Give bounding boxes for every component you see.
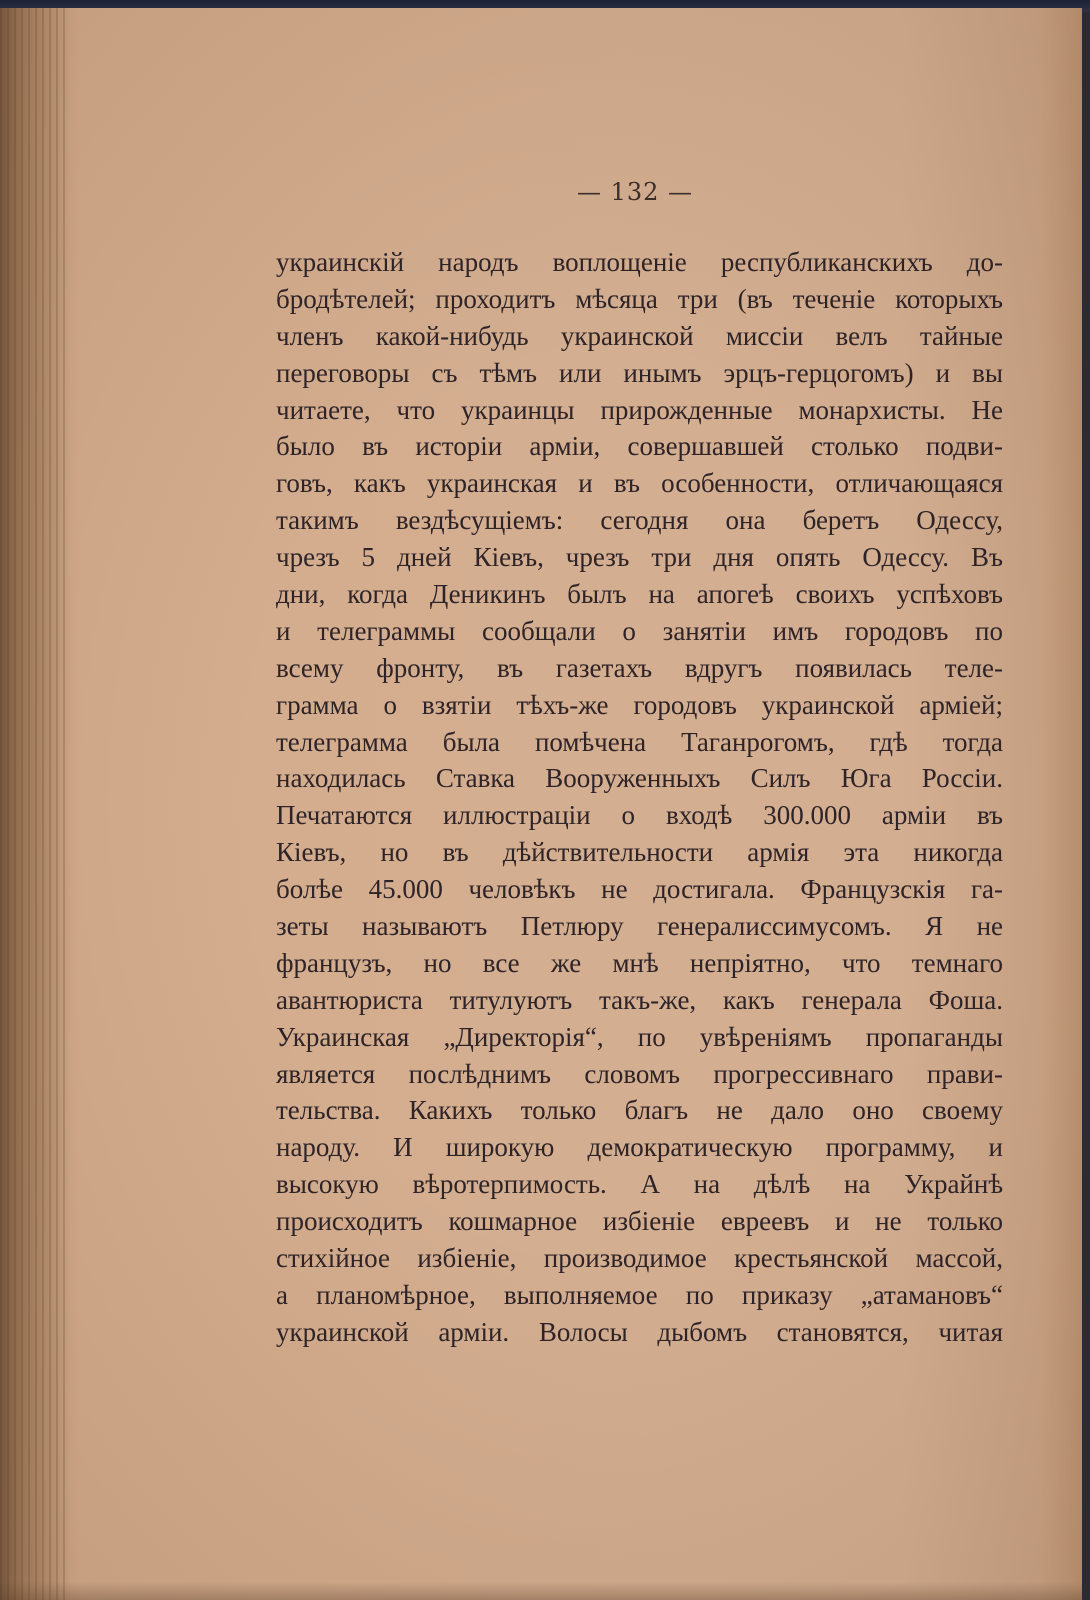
text-line: грамма о взятіи тѣхъ-же городовъ украинской арміей; bbox=[276, 689, 1003, 720]
text-line: стихійное избіеніе, производимое крестьянской массой, bbox=[276, 1243, 1003, 1274]
text-line: Кіевъ, но въ дѣйствительности армія эта никогда bbox=[276, 837, 1003, 868]
text-line: болѣе 45.000 человѣкъ не достигала. Французскія га- bbox=[276, 874, 1003, 905]
page-gutter-edge bbox=[0, 8, 70, 1600]
text-line: французъ, но все же мнѣ непріятно, что темнаго bbox=[276, 947, 1003, 978]
text-line: Печатаются иллюстраціи о входѣ 300.000 арміи въ bbox=[276, 800, 1003, 831]
text-line: было въ исторіи арміи, совершавшей столько подви- bbox=[276, 431, 1003, 462]
text-line: украинской арміи. Волосы дыбомъ становятся, читая bbox=[276, 1316, 1003, 1347]
text-line: всему фронту, въ газетахъ вдругъ появилась теле- bbox=[276, 652, 1003, 683]
text-line: чрезъ 5 дней Кіевъ, чрезъ три дня опять Одессу. Въ bbox=[276, 542, 1003, 573]
text-line: авантюриста титулуютъ такъ-же, какъ генерала Фоша. bbox=[276, 984, 1003, 1015]
text-line: является послѣднимъ словомъ прогрессивнаго прави- bbox=[276, 1058, 1003, 1089]
text-line: членъ какой-нибудь украинской миссіи велъ тайные bbox=[276, 320, 1003, 351]
text-line: и телеграммы сообщали о занятіи имъ городовъ по bbox=[276, 615, 1003, 646]
text-line: говъ, какъ украинская и въ особенности, отличающаяся bbox=[276, 468, 1003, 499]
text-line: дни, когда Деникинъ былъ на апогеѣ своихъ успѣховъ bbox=[276, 579, 1003, 610]
book-page bbox=[0, 8, 1082, 1600]
text-line: бродѣтелей; проходитъ мѣсяца три (въ теченіе которыхъ bbox=[276, 283, 1003, 314]
text-line: такимъ вездѣсущіемъ: сегодня она беретъ Одессу, bbox=[276, 505, 1003, 536]
text-line: а планомѣрное, выполняемое по приказу „атамановъ“ bbox=[276, 1279, 1003, 1310]
page-bottom-edge bbox=[0, 1582, 1082, 1600]
text-line: телеграмма была помѣчена Таганрогомъ, гдѣ тогда bbox=[276, 726, 1003, 757]
text-line: зеты называютъ Петлюру генералиссимусомъ. Я не bbox=[276, 911, 1003, 942]
page-body-text bbox=[276, 244, 1003, 1351]
text-line: высокую вѣротерпимость. А на дѣлѣ на Украйнѣ bbox=[276, 1169, 1003, 1200]
text-line: переговоры съ тѣмъ или инымъ эрцъ-герцогомъ) и вы bbox=[276, 357, 1003, 388]
text-line: происходитъ кошмарное избіеніе евреевъ и не только bbox=[276, 1206, 1003, 1237]
text-line: тельства. Какихъ только благъ не дало оно своему bbox=[276, 1095, 1003, 1126]
text-line: Украинская „Директорія“, по увѣреніямъ пропаганды bbox=[276, 1021, 1003, 1052]
text-line: находилась Ставка Вооруженныхъ Силъ Юга Россіи. bbox=[276, 763, 1003, 794]
text-line: украинскій народъ воплощеніе республиканскихъ до- bbox=[276, 247, 1003, 277]
page-number: — 132 — bbox=[576, 178, 694, 206]
text-line: народу. И широкую демократическую программу, и bbox=[276, 1132, 1003, 1163]
text-line: читаете, что украинцы прирожденные монархисты. Не bbox=[276, 394, 1003, 425]
